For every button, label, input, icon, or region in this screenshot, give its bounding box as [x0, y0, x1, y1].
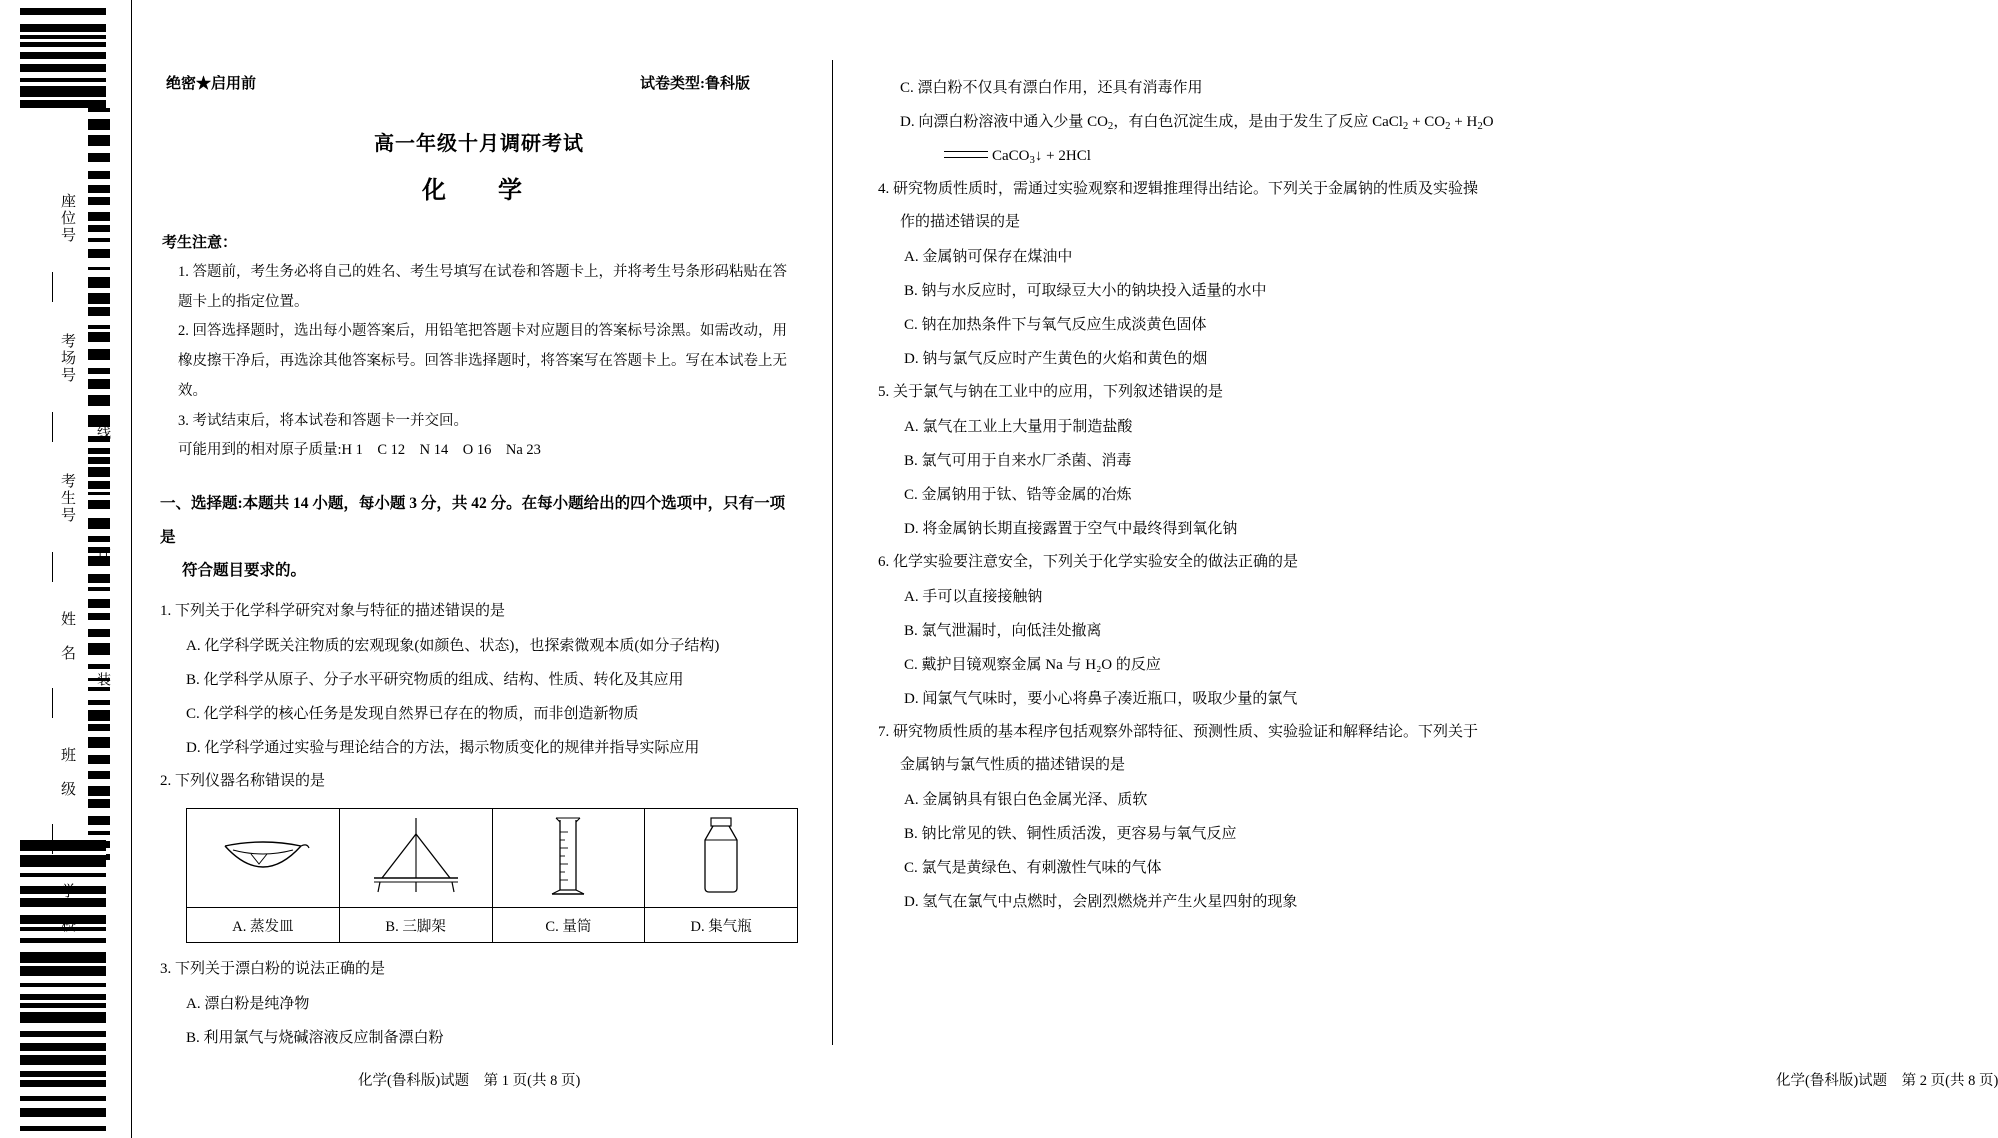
question-text: 下列仪器名称错误的是: [175, 773, 326, 790]
apparatus-label: B. 三脚架: [339, 908, 492, 943]
right-column: [844, 0, 1998, 1138]
question-number: 4.: [878, 181, 890, 198]
field-seat-number: 座位号: [59, 192, 75, 244]
field-rule-1: [52, 272, 53, 302]
student-info-fields: [30, 170, 78, 960]
reaction-arrow-icon: [944, 151, 988, 158]
notice-item: 2. 回答选择题时，选出每小题答案后，用铅笔把答题卡对应题目的答案标号涂黑。如需改动，用橡皮擦干净后，再选涂其他答案标号。回答非选择题时，将答案写在答题卡上。写在本试卷上无效。: [178, 323, 787, 399]
option-item: C. 钠在加热条件下与氧气反应生成淡黄色固体: [904, 316, 1207, 333]
question-number: 3.: [160, 961, 172, 978]
option-item: D. 闻氯气气味时，要小心将鼻子凑近瓶口，吸取少量的氯气: [904, 690, 1298, 707]
question-number: 1.: [160, 603, 172, 620]
field-class: 班 级: [59, 746, 75, 798]
option-item: A. 金属钠具有银白色金属光泽、质软: [904, 792, 1148, 809]
option-item: B. 化学科学从原子、分子水平研究物质的组成、结构、性质、转化及其应用: [186, 672, 684, 688]
option-item: D. 氢气在氯气中点燃时，会剧烈燃烧并产生火星四射的现象: [904, 893, 1298, 910]
option-item: C. 化学科学的核心任务是发现自然界已存在的物质，而非创造新物质: [186, 705, 639, 722]
option-item: C. 金属钠用于钛、锆等金属的冶炼: [904, 486, 1132, 503]
secret-label: 绝密★启用前: [166, 76, 257, 92]
option-item: B. 钠与水反应时，可取绿豆大小的钠块投入适量的水中: [904, 283, 1267, 299]
section-heading: [160, 487, 798, 587]
option-item: A. 化学科学既关注物质的宏观现象(如颜色、状态)，也探索微观本质(如分子结构): [186, 638, 720, 655]
notice-list: [160, 258, 798, 436]
question-stem: [160, 953, 798, 986]
option-item: A. 手可以直接接触钠: [904, 589, 1043, 606]
table-row: [187, 809, 798, 908]
option-item: C. 戴护目镜观察金属 Na 与 H₂O 的反应: [904, 656, 1161, 673]
subject-title: 化 学: [422, 178, 536, 204]
question-stem: [878, 173, 1547, 239]
option-item: B. 利用氯气与烧碱溶液反应制备漂白粉: [186, 1030, 444, 1046]
question-number: 2.: [160, 773, 172, 790]
apparatus-label: C. 量筒: [492, 908, 645, 943]
question-stem: [878, 546, 1547, 579]
option-item: A. 氯气在工业上大量用于制造盐酸: [904, 419, 1133, 436]
question-text: 关于氯气与钠在工业中的应用，下列叙述错误的是: [893, 384, 1224, 401]
question-number: 6.: [878, 554, 890, 571]
option-item: C. 氯气是黄绿色、有刺激性气味的气体: [904, 859, 1162, 876]
field-rule-4: [52, 688, 53, 718]
question-number: 7.: [878, 724, 890, 741]
option-item-with-equation: [900, 106, 1547, 174]
table-row: [187, 908, 798, 943]
seal-word-pack: 装: [95, 672, 110, 688]
notice-title: 考生注意：: [162, 235, 238, 251]
graduated-cylinder-icon: [492, 809, 645, 908]
field-candidate-id: 考生号: [59, 472, 75, 524]
barcode-middle: [88, 108, 110, 868]
paper-type-label: 试卷类型:鲁科版: [640, 76, 750, 92]
option-item: A. 金属钠可保存在煤油中: [904, 249, 1073, 266]
question-text: 化学实验要注意安全，下列关于化学实验安全的做法正确的是: [893, 554, 1299, 571]
option-item: B. 氯气泄漏时，向低洼处撤离: [904, 623, 1102, 639]
footer-left: 化学(鲁科版)试题 第 1 页(共 8 页): [358, 1073, 581, 1089]
field-school: 学 校: [59, 882, 75, 934]
question-text: 研究物质性质时，需通过实验观察和逻辑推理得出结论。下列关于金属钠的性质及实验操: [893, 181, 1479, 198]
apparatus-table: [186, 808, 798, 943]
option-item: A. 漂白粉是纯净物: [186, 996, 310, 1013]
gas-collecting-bottle-icon: [645, 809, 798, 908]
paper-header: [160, 72, 798, 93]
question-text: 下列关于漂白粉的说法正确的是: [175, 961, 386, 978]
option-item: D. 钠与氯气反应时产生黄色的火焰和黄色的烟: [904, 350, 1208, 367]
option-item: B. 钠比常见的铁、铜性质活泼，更容易与氧气反应: [904, 826, 1237, 842]
footer-right: 化学(鲁科版)试题 第 2 页(共 8 页): [1776, 1073, 1998, 1089]
apparatus-label: A. 蒸发皿: [187, 908, 340, 943]
question-text-cont: 作的描述错误的是: [900, 214, 1021, 231]
field-exam-room: 考场号: [59, 332, 75, 384]
field-rule-3: [52, 552, 53, 582]
question-number: 5.: [878, 384, 890, 401]
question-stem: [878, 716, 1547, 782]
field-rule-5: [52, 824, 53, 854]
option-d-text: D. 向漂白粉溶液中通入少量 $CO_2$，有白色沉淀生成，是由于发生了反应 CaCl$_2$ + $CO_2 + H_2O$: [900, 113, 1494, 132]
section-text-cont: 符合题目要求的。: [182, 561, 307, 579]
question-text: 研究物质性质的基本程序包括观察外部特征、预测性质、实验验证和解释结论。下列关于: [893, 724, 1479, 741]
seal-word-bind: 订: [95, 547, 110, 563]
field-rule-2: [52, 412, 53, 442]
seal-word-line: 线: [95, 425, 110, 441]
chemical-equation: CaCO$_3$↓ + 2HCl: [944, 140, 1547, 174]
notice-item: 1. 答题前，考生务必将自己的姓名、考生号填写在试卷和答题卡上，并将考生号条形码粘贴在答题卡上的指定位置。: [178, 264, 787, 310]
evaporating-dish-icon: [187, 809, 340, 908]
page-content: [132, 0, 1998, 1138]
binding-strip: [0, 0, 132, 1138]
option-item: C. 漂白粉不仅具有漂白作用，还具有消毒作用: [900, 80, 1203, 96]
question-stem: [160, 595, 798, 628]
section-label: 一、选择题:: [160, 495, 243, 513]
option-item: D. 化学科学通过实验与理论结合的方法，揭示物质变化的规律并指导实际应用: [186, 739, 700, 756]
tripod-icon: [339, 809, 492, 908]
option-item: D. 将金属钠长期直接露置于空气中最终得到氧化钠: [904, 520, 1238, 537]
question-text-cont: 金属钠与氯气性质的描述错误的是: [900, 757, 1126, 774]
page-title: 高一年级十月调研考试: [374, 133, 584, 155]
notice-item: 3. 考试结束后，将本试卷和答题卡一并交回。: [178, 412, 468, 429]
apparatus-label: D. 集气瓶: [645, 908, 798, 943]
question-text: 下列关于化学科学研究对象与特征的描述错误的是: [175, 603, 506, 620]
question-stem: [160, 765, 798, 798]
question-stem: [878, 376, 1547, 409]
left-column: [132, 0, 832, 1138]
option-item: B. 氯气可用于自来水厂杀菌、消毒: [904, 453, 1132, 469]
atomic-mass-note: 可能用到的相对原子质量:H 1 C 12 N 14 O 16 Na 23: [178, 442, 541, 459]
barcode-top: [20, 8, 106, 104]
field-name: 姓 名: [59, 610, 75, 662]
section-text: 本题共 14 小题，每小题 3 分，共 42 分。在每小题给出的四个选项中，只有一项是: [160, 495, 786, 546]
column-divider: [832, 60, 833, 1045]
